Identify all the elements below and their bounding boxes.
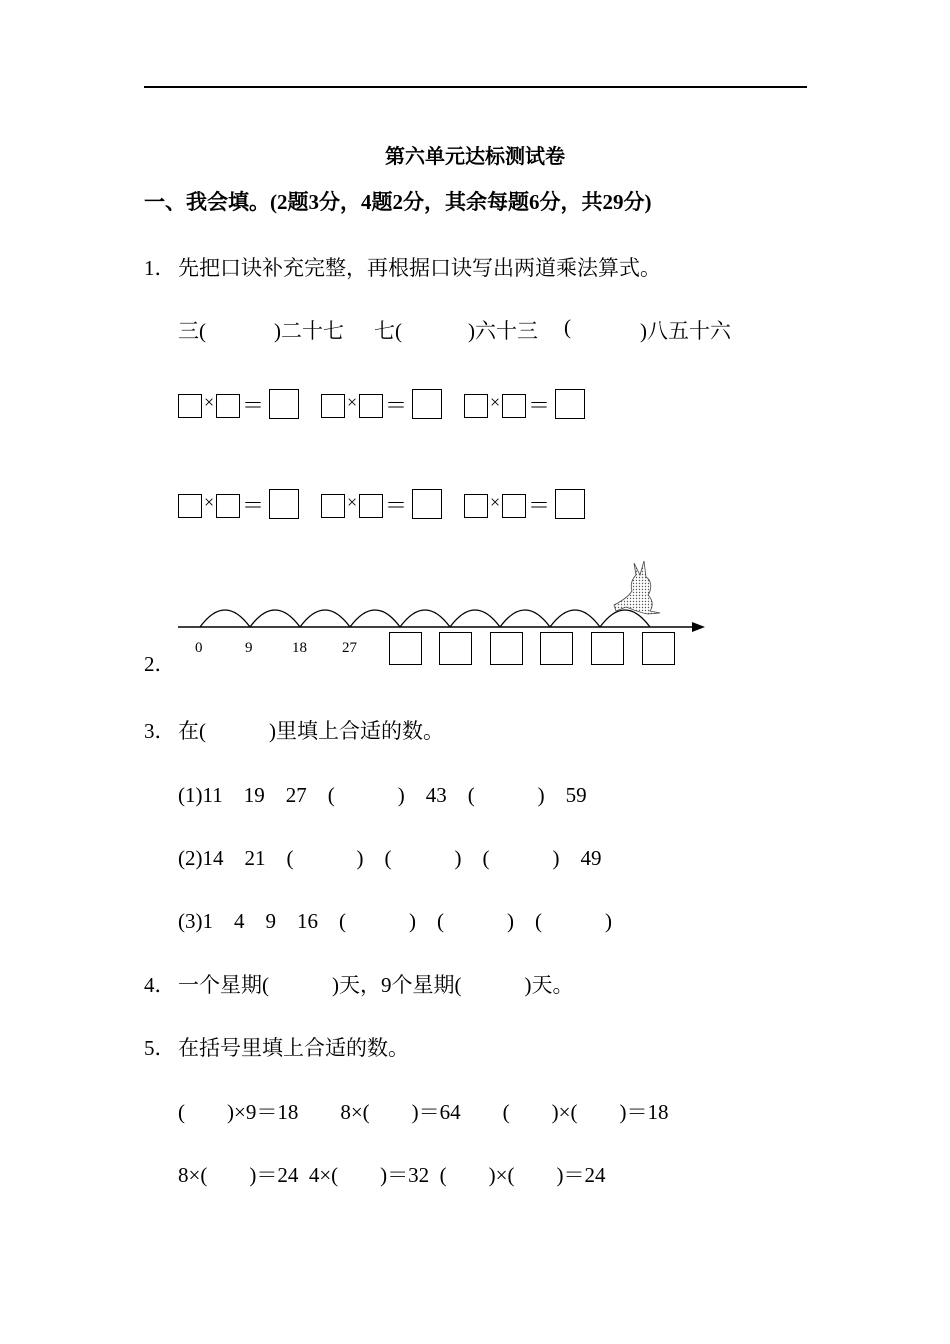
answer-box[interactable]	[389, 632, 422, 665]
times-sign: ×	[490, 492, 501, 512]
q1-text: 先把口诀补充完整，再根据口诀写出两道乘法算式。	[178, 256, 661, 280]
q1-number: 1．	[144, 256, 176, 280]
answer-box[interactable]	[321, 494, 345, 518]
rhyme-3-pre: (	[564, 315, 571, 339]
q5-row-1: ( )×9＝18 8×( )＝64 ( )×( )＝18	[178, 1100, 669, 1124]
jump-arc	[400, 610, 450, 627]
rhyme-2-pre: 七(	[374, 319, 402, 343]
times-sign: ×	[347, 392, 358, 412]
answer-box[interactable]	[216, 394, 240, 418]
rhyme-1-pre: 三(	[178, 319, 206, 343]
times-sign: ×	[490, 392, 501, 412]
answer-box[interactable]	[464, 494, 488, 518]
answer-box[interactable]	[321, 394, 345, 418]
q3-number: 3．	[144, 719, 176, 743]
jump-arc	[350, 610, 400, 627]
jump-arc	[550, 610, 600, 627]
equals-sign: ＝	[385, 493, 408, 518]
answer-box[interactable]	[269, 389, 299, 419]
q3-row-3: (3)1 4 9 16 ( ) ( ) ( )	[178, 909, 612, 933]
equals-sign: ＝	[528, 393, 551, 418]
answer-box[interactable]	[269, 489, 299, 519]
q5-row-2: 8×( )＝24 4×( )＝32 ( )×( )＝24	[178, 1163, 606, 1187]
tick-label-18: 18	[292, 640, 307, 656]
answer-box[interactable]	[502, 494, 526, 518]
answer-box[interactable]	[178, 394, 202, 418]
answer-box[interactable]	[555, 489, 585, 519]
jump-arc	[200, 610, 250, 627]
equals-sign: ＝	[528, 493, 551, 518]
equals-sign: ＝	[385, 393, 408, 418]
times-sign: ×	[204, 392, 215, 412]
answer-box[interactable]	[359, 394, 383, 418]
answer-box[interactable]	[359, 494, 383, 518]
times-sign: ×	[347, 492, 358, 512]
q4-text: 一个星期( )天，9个星期( )天。	[178, 973, 574, 997]
q3-text: 在( )里填上合适的数。	[178, 719, 444, 743]
jump-arc	[250, 610, 300, 627]
q2-number: 2．	[144, 652, 176, 676]
kangaroo-icon	[614, 561, 660, 614]
answer-box[interactable]	[412, 389, 442, 419]
jump-arc	[450, 610, 500, 627]
answer-box[interactable]	[439, 632, 472, 665]
answer-box[interactable]	[540, 632, 573, 665]
answer-box[interactable]	[555, 389, 585, 419]
rhyme-3-post: )八五十六	[640, 319, 731, 343]
answer-box[interactable]	[464, 394, 488, 418]
jump-arc	[300, 610, 350, 627]
answer-box[interactable]	[412, 489, 442, 519]
tick-label-0: 0	[195, 640, 203, 656]
section-heading: 一、我会填。(2题3分，4题2分，其余每题6分，共29分)	[144, 190, 652, 214]
q5-number: 5．	[144, 1036, 176, 1060]
equals-sign: ＝	[242, 493, 265, 518]
answer-box[interactable]	[502, 394, 526, 418]
equals-sign: ＝	[242, 393, 265, 418]
tick-label-27: 27	[342, 640, 357, 656]
answer-box[interactable]	[591, 632, 624, 665]
answer-box[interactable]	[490, 632, 523, 665]
answer-box[interactable]	[178, 494, 202, 518]
answer-box[interactable]	[642, 632, 675, 665]
answer-box[interactable]	[216, 494, 240, 518]
number-line-arrowhead	[692, 622, 705, 632]
tick-label-9: 9	[245, 640, 253, 656]
q3-row-2: (2)14 21 ( ) ( ) ( ) 49	[178, 846, 602, 870]
q5-text: 在括号里填上合适的数。	[178, 1036, 409, 1060]
times-sign: ×	[204, 492, 215, 512]
q4-number: 4．	[144, 973, 176, 997]
rhyme-2-post: )六十三	[468, 319, 538, 343]
q3-row-1: (1)11 19 27 ( ) 43 ( ) 59	[178, 783, 587, 807]
jump-arcs	[200, 610, 650, 627]
header-rule	[144, 86, 807, 88]
page-title: 第六单元达标测试卷	[385, 146, 565, 168]
number-line	[170, 555, 715, 640]
jump-arc	[500, 610, 550, 627]
rhyme-1-post: )二十七	[274, 319, 344, 343]
